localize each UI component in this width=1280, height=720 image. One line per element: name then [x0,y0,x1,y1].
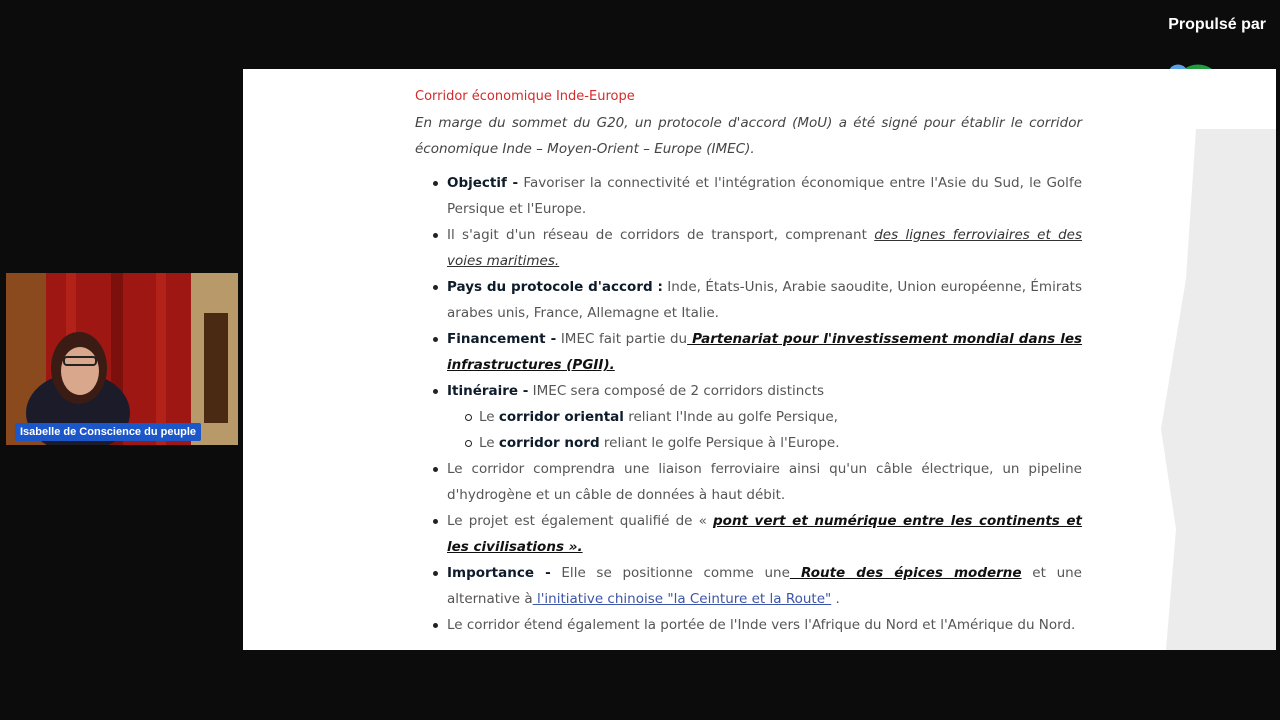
ceinture-route-link[interactable]: l'initiative chinoise "la Ceinture et la Route" [532,591,832,607]
importance-text-2: et une alternative à [447,565,1082,607]
bullet-liaison [415,456,1082,508]
participant-video-tile[interactable] [6,273,238,445]
itineraire-label: Itinéraire - [447,383,529,399]
doc-intro: En marge du sommet du G20, un protocole d'accord (MoU) a été signé pour établir le corridor économique Inde – Moyen-Orient – Europe (IMEC). [415,115,1082,157]
reseau-link[interactable]: des lignes ferroviaires et des voies maritimes. [447,227,1082,269]
slide-page-edge [1156,129,1276,650]
sub-item-oriental [447,404,1082,430]
bullet-financement [415,326,1082,378]
itineraire-sub-list [447,404,1082,456]
liaison-text: Le corridor comprendra une liaison ferroviaire ainsi qu'un câble électrique, un pipeline d'hydrogène et un câble de données à haut débit. [447,461,1082,503]
powered-by-label: Propulsé par [1168,16,1266,33]
bullet-projet [415,508,1082,560]
streamyard-branding [1116,16,1266,34]
bullet-pays [415,274,1082,326]
pgii-link[interactable]: Partenariat pour l'investissement mondial dans les infrastructures (PGII). [447,331,1083,373]
importance-text-1: Elle se positionne comme une [550,565,790,581]
shared-screen-slide [243,69,1276,650]
financement-label: Financement - [447,331,557,347]
participant-name-label: Isabelle de Conscience du peuple [15,423,201,441]
pont-vert-link[interactable]: pont vert et numérique entre les continents et les civilisations ». [447,513,1082,555]
projet-text: Le projet est également qualifié de « [447,513,713,529]
importance-text-3: . [831,591,840,607]
sub-pre: Le [479,435,499,451]
itineraire-text: IMEC sera composé de 2 corridors distincts [528,383,825,399]
bullet-itineraire [415,378,1082,456]
pays-label: Pays du protocole d'accord : [447,279,663,295]
doc-title: Corridor économique Inde-Europe [415,89,635,104]
bullet-objectif [415,170,1082,222]
pays-text: Inde, États-Unis, Arabie saoudite, Union européenne, Émirats arabes unis, France, Allemagne et Italie. [447,279,1082,321]
objectif-text: Favoriser la connectivité et l'intégration économique entre l'Asie du Sud, le Golfe Persique et l'Europe. [447,175,1082,217]
sub-post: reliant le golfe Persique à l'Europe. [599,435,840,451]
document-content [415,89,1082,638]
financement-text: IMEC fait partie du [556,331,688,347]
sub-pre: Le [479,409,499,425]
bullet-portee [415,612,1082,638]
corridor-nord-label: corridor nord [498,435,600,451]
objectif-label: Objectif - [447,175,519,191]
importance-label: Importance - [447,565,551,581]
bullet-reseau [415,222,1082,274]
bullet-importance [415,560,1082,612]
bullet-list [415,170,1082,638]
sub-post: reliant l'Inde au golfe Persique, [623,409,838,425]
corridor-oriental-label: corridor oriental [498,409,624,425]
portee-text: Le corridor étend également la portée de l'Inde vers l'Afrique du Nord et l'Amérique du Nord. [447,617,1076,633]
route-epices-link[interactable]: Route des épices moderne [789,565,1022,581]
sub-item-nord [447,430,1082,456]
participant-video-feed [6,273,238,445]
reseau-text: Il s'agit d'un réseau de corridors de transport, comprenant [447,227,875,243]
